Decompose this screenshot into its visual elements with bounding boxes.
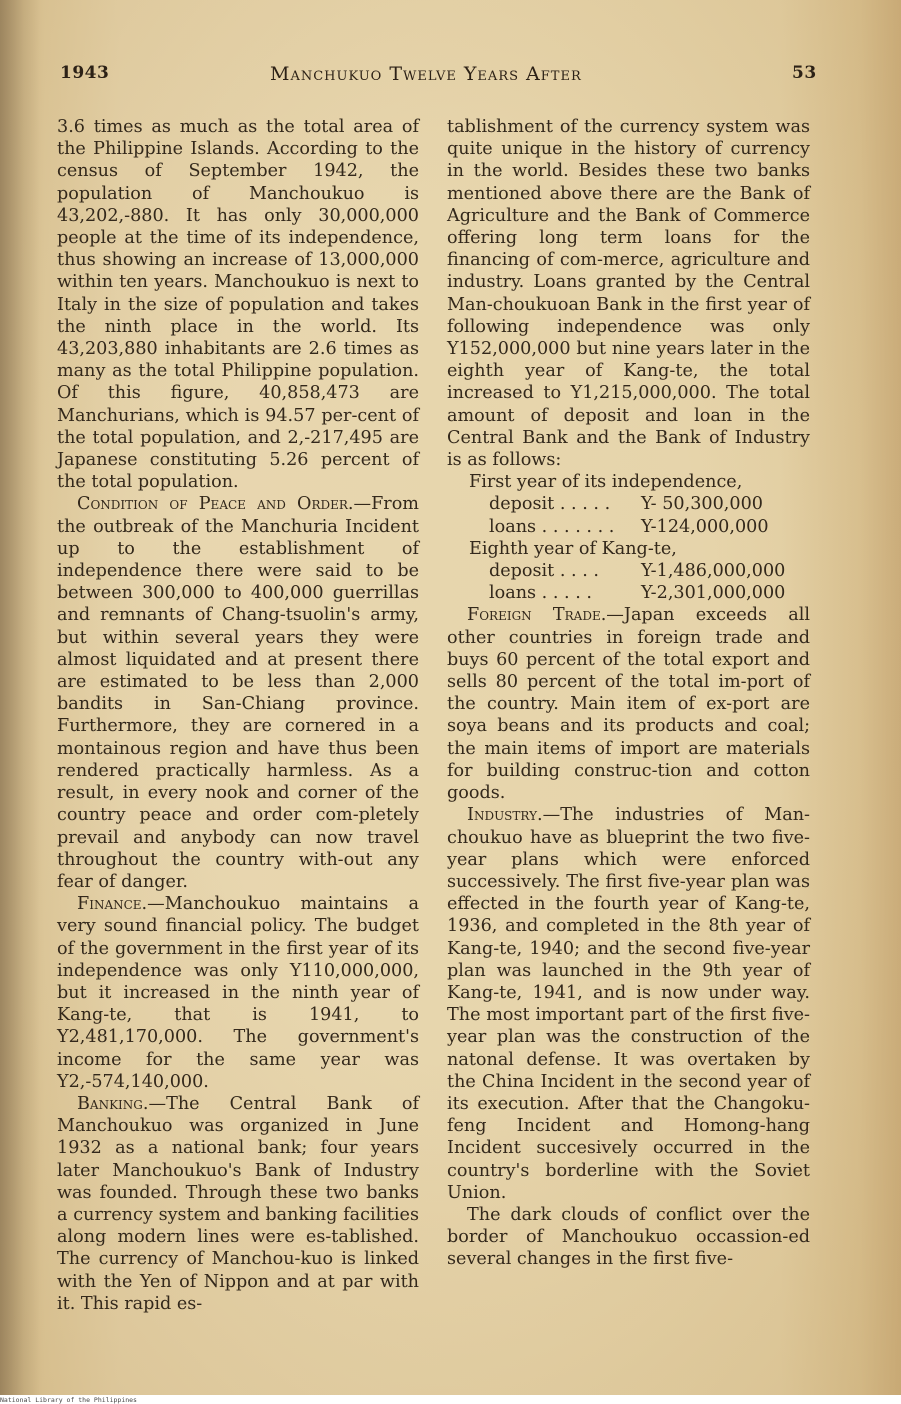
paragraph-peace-order [57,493,419,893]
table-group-title: Eighth year of Kang-te, [469,538,677,559]
right-column [447,116,810,1271]
table-row [447,493,810,515]
library-credit: National Library of the Philippines [0,1396,137,1404]
paragraph-foreign-trade [447,604,810,804]
table-value: Y-1,486,000,000 [641,561,786,582]
text-peace-order: —From the outbreak of the Manchuria Incident up to the establishment of independence there were said to be between 300,000 to 400,000 guerrillas and remnants of Chang-tsuolin's army, but within several years they were almost liquidated and at present there are estimated to be less than 2,000 bandits in San-Chiang province. Furthermore, they are cornered in a montainous region and have thus been rendered practically harmless. As a result, in every nook and corner of the country peace and order com-pletely prevail and anybody can now travel throughout the country with-out any fear of danger. [57,494,419,892]
heading-finance: Finance. [77,894,148,915]
text-foreign-trade: —Japan exceeds all other countries in foreign trade and buys 60 percent of the total export and sells 80 percent of the total im-port of the country. Main item of ex-port are soya beans and its products and coal; the main items of import are materials for building construc-tion and cotton goods. [447,605,810,804]
header-year: 1943 [60,63,110,83]
paragraph-finance [57,893,419,1093]
text-finance: —Manchoukuo maintains a very sound financial policy. The budget of the government in the first year of its independence was only Y110,000,000, but it increased in the ninth year of Kang-te, that is 1941, to Y2,481,170,000. The government's income for the same year was Y2,-574,140,000. [57,894,419,1092]
paragraph-industry [447,804,810,1204]
table-value: Y- 50,300,000 [641,494,763,515]
table-label: loans . . . . . . . [489,516,615,537]
paragraph-currency: tablishment of the currency system was quite unique in the history of currency in the world. Besides these two banks mentioned above there are the Bank of Agriculture and the Bank of Commerce offering long term loans for the financing of com-merce, agriculture and industry. Loans granted by the Central Man-choukuoan Bank in the first year of following independence was only Y152,000,000 but nine years later in the eighth year of Kang-te, the total increased to Y1,215,000,000. The total amount of deposit and loan in the Central Bank and the Bank of Industry is as follows: [447,117,810,471]
binding-shadow [0,0,40,1395]
table-label: loans . . . . . [489,583,592,604]
header-title: Manchukuo Twelve Years After [270,63,582,85]
table-row [447,516,810,538]
table-value: Y-2,301,000,000 [641,583,786,604]
table-value: Y-124,000,000 [641,516,769,537]
page-number: 53 [792,63,817,83]
paragraph-conflict: The dark clouds of conflict over the border of Manchoukuo occassion-ed several changes in the first five- [447,1204,810,1270]
heading-foreign-trade: Foreign Trade. [467,605,607,626]
paragraph-population: 3.6 times as much as the total area of the Philippine Islands. According to the census of September 1942, the population of Manchoukuo is 43,202,-880. It has only 30,000,000 people at the time of its independence, thus showing an increase of 13,000,000 within ten years. Manchoukuo is next to Italy in the size of population and takes the ninth place in the world. Its 43,203,880 inhabitants are 2.6 times as many as the total Philippine population. Of this figure, 40,858,473 are Manchurians, which is 94.57 per-cent of the total population, and 2,-217,495 are Japanese constituting 5.26 percent of the total population. [57,117,419,493]
text-banking: —The Central Bank of Manchoukuo was organized in June 1932 as a national bank; four years later Manchoukuo's Bank of Industry was founded. Through these two banks a currency system and banking facilities along modern lines were es-tablished. The currency of Manchou-kuo is linked with the Yen of Nippon and at par with it. This rapid es- [57,1093,419,1314]
table-row [447,582,810,604]
table-label: deposit . . . . . [489,494,611,515]
text-industry: —The industries of Man-choukuo have as blueprint the two five-year plans which were enforced successively. The first five-year plan was effected in the fourth year of Kang-te, 1936, and completed in the 8th year of Kang-te, 1940; and the second five-year plan was launched in the 9th year of Kang-te, 1941, and is now under way. The most important part of the first five-year plan was the construction of the natonal defense. It was overtaken by the China Incident in the second year of its execution. After that the Changoku-feng Incident and Homong-hang Incident succesively occurred in the country's borderline with the Soviet Union. [447,805,810,1203]
paragraph-banking [57,1093,419,1315]
deposit-loan-table [447,471,810,604]
table-row [447,560,810,582]
table-label: deposit . . . . [489,561,599,582]
table-group-title: First year of its independence, [469,472,743,493]
heading-industry: Industry. [467,805,543,826]
heading-banking: Banking. [77,1093,149,1114]
left-column [57,116,419,1315]
heading-peace-order: Condition of Peace and Order. [77,494,354,515]
